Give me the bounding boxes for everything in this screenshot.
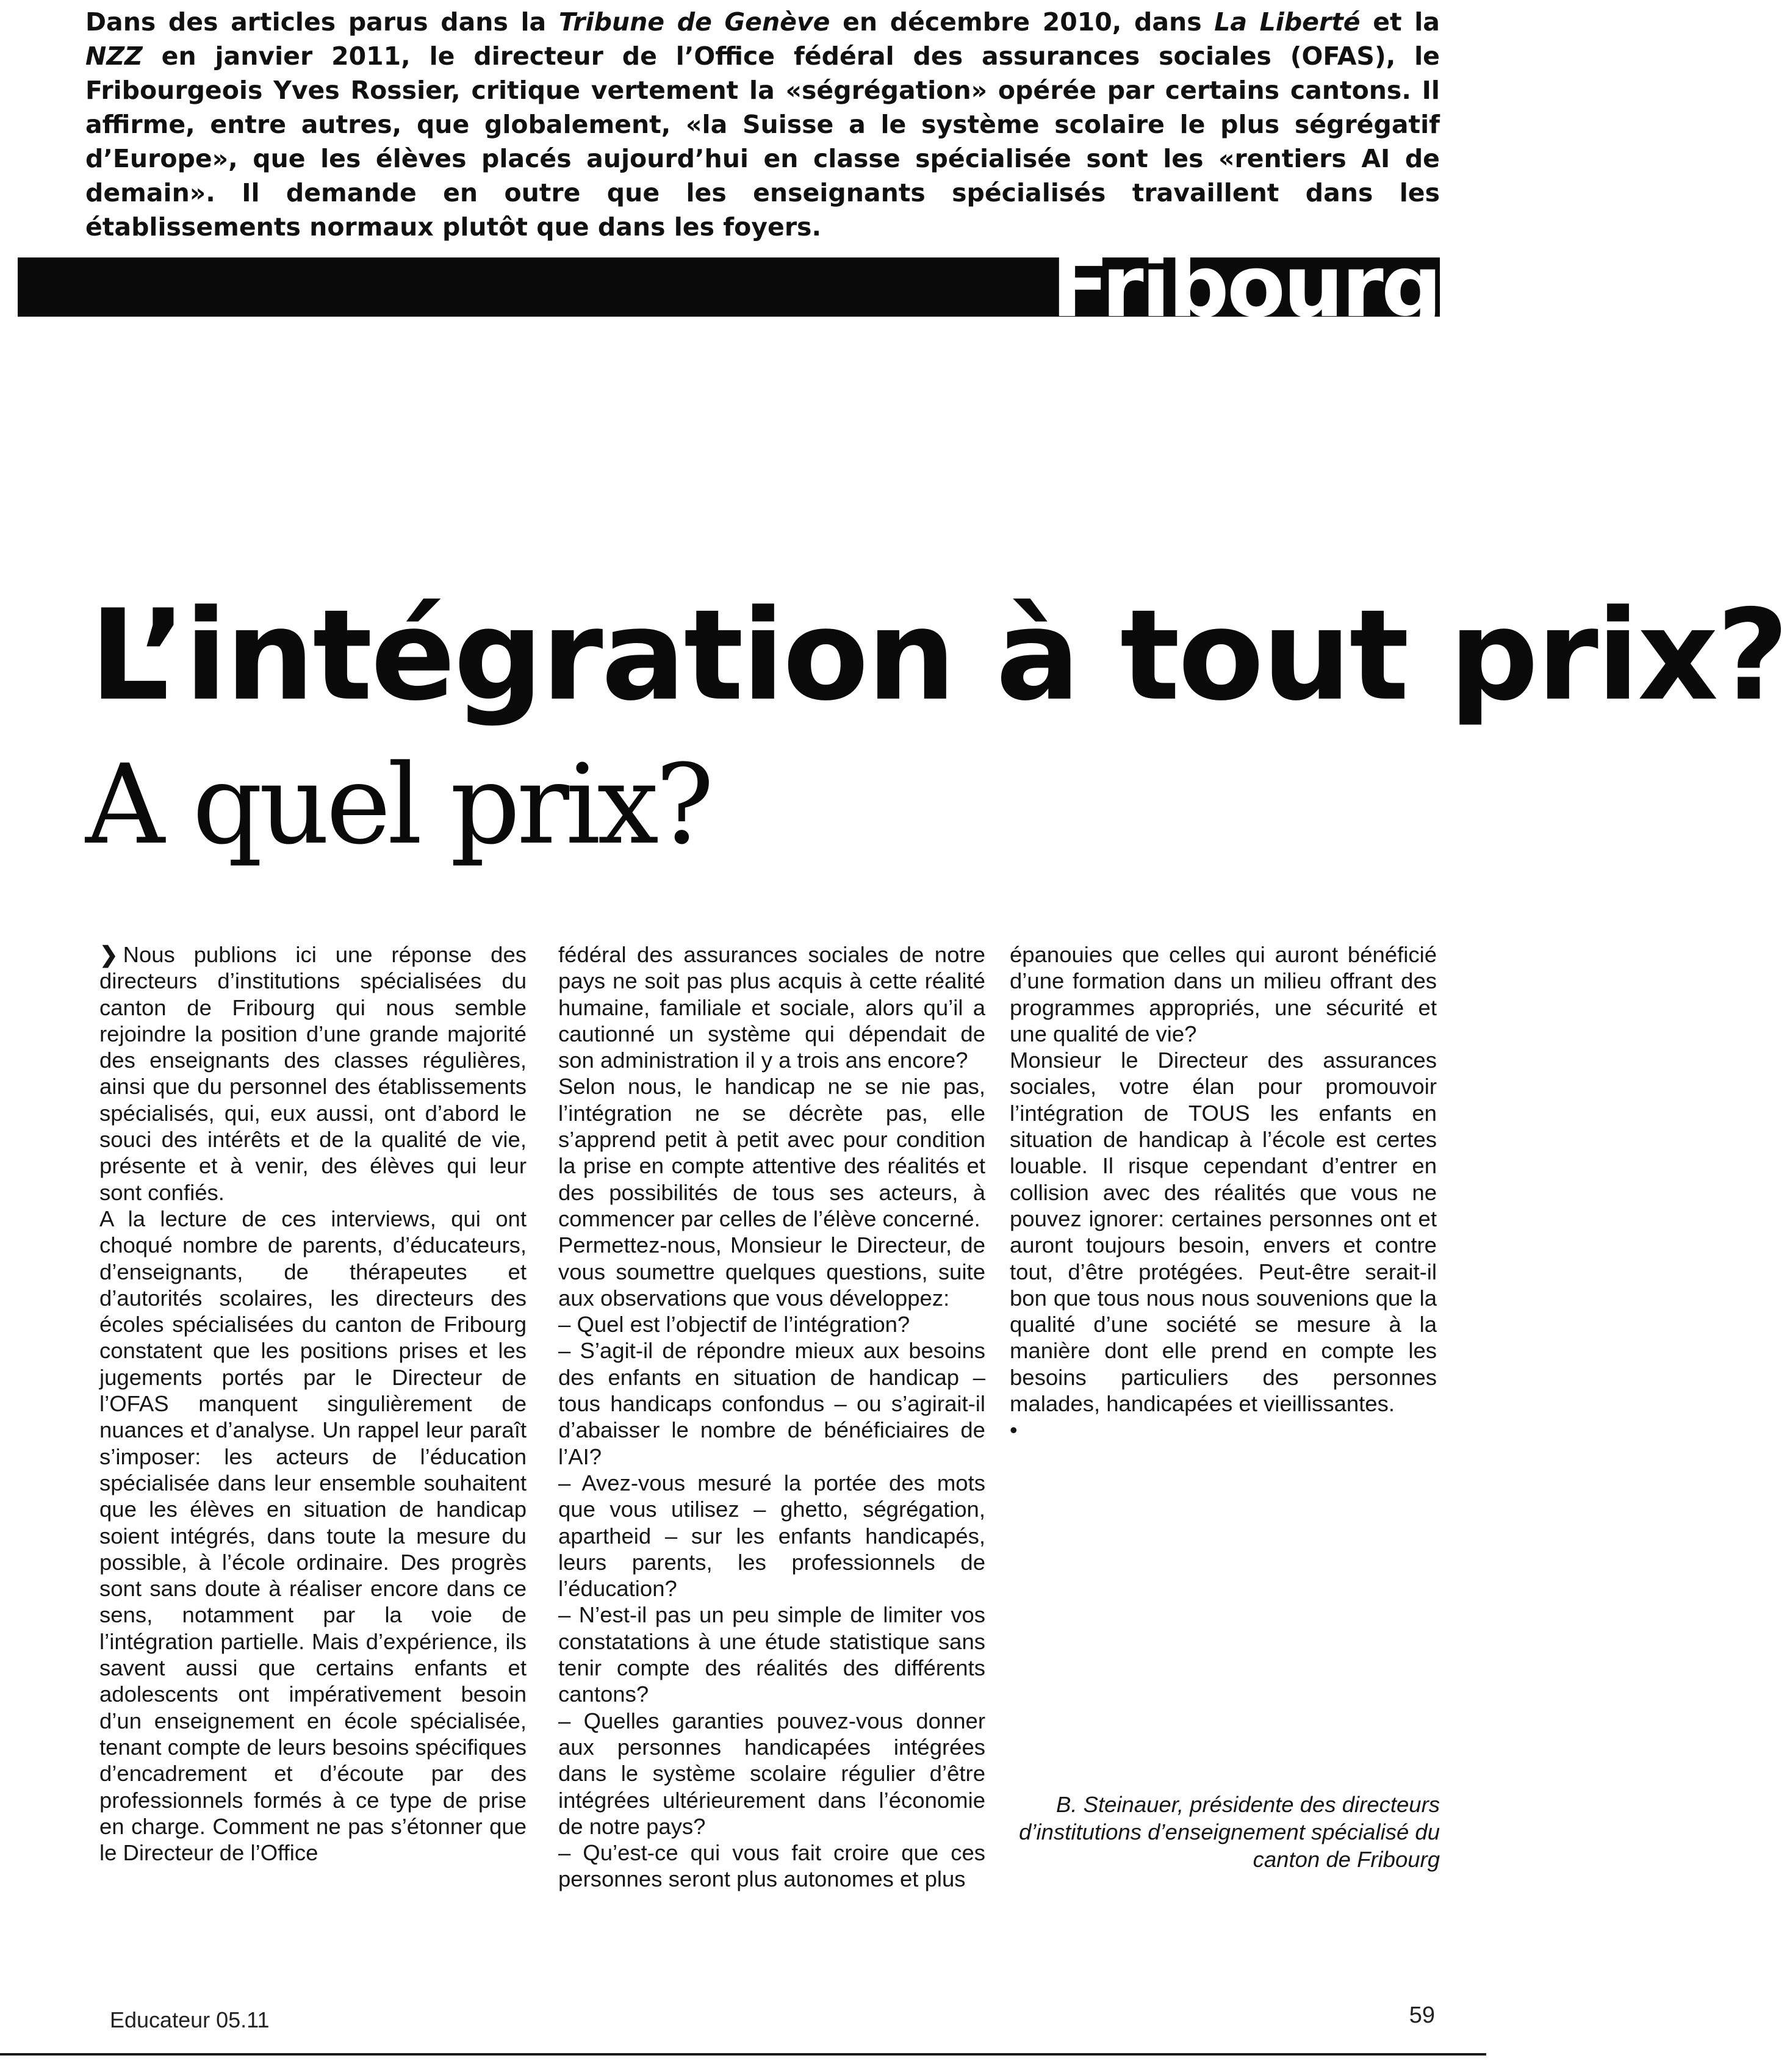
intro-text-4: en janvier 2011, le directeur de l’Office fédéral des assurances sociales (OFAS), le Fribourgeois Yves Rossier, critique vertement la «ségrégation» opérée par certains cantons. Il affirme, entre autres, que globalement, «la Suisse a le système scolaire le plus ségrégatif d’Europe», que les élèves placés aujourd’hui en classe spécialisée sont les «rentiers AI de demain». Il demande en outre que les enseignants spécialisés travaillent dans les établissements normaux plutôt que dans les foyers. xyxy=(85,41,1440,242)
intro-text-3: et la xyxy=(1360,7,1440,37)
intro-source-nzz: NZZ xyxy=(85,41,143,71)
col1-paragraph-1-text: Nous publions ici une réponse des directeurs d’institutions spécialisées du canton de Fribourg qui nous semble rejoindre la position d’une grande majorité des enseignants des classes régulières, ainsi que du personnel des établissements spécialisés, qui, eux aussi, ont d’abord le souci des intérêts et de la qualité de vie, présente et à venir, des élèves qui leur sont confiés. xyxy=(99,942,527,1205)
section-label: Fribourg xyxy=(1051,237,1440,337)
article-column-3 xyxy=(1010,941,1437,1444)
col2-question-2: – S’agit-il de répondre mieux aux besoins des enfants en situation de handicap – tous handicaps confondus – ou s’agirait-il d’abaisser le nombre de bénéficiaires de l’AI? xyxy=(558,1338,985,1469)
col2-question-1: – Quel est l’objectif de l’intégration? xyxy=(558,1312,910,1337)
lead-bullet-icon: ❯ xyxy=(99,942,118,967)
col3-paragraph-1: épanouies que celles qui auront bénéficié d’une formation dans un milieu offrant des programmes appropriés, une sécurité et une qualité de vie? xyxy=(1010,942,1437,1046)
intro-source-tdg: Tribune de Genève xyxy=(558,7,830,37)
article-column-1 xyxy=(99,941,527,1866)
col2-paragraph-2: Selon nous, le handicap ne se nie pas, l’intégration ne se décrète pas, elle s’apprend petit à petit avec pour condition la prise en compte attentive des réalités et des possibilités de tous ses acteurs, à commencer par celles de l’élève concerné. xyxy=(558,1074,985,1231)
headline-title: L’intégration à tout prix? xyxy=(90,583,1787,728)
col1-paragraph-1 xyxy=(99,941,527,1206)
col2-question-5: – Quelles garanties pouvez-vous donner aux personnes handicapées intégrées dans le système scolaire régulier d’être intégrées ultérieurement dans l’économie de notre pays? xyxy=(558,1708,985,1839)
intro-text-2: en décembre 2010, dans xyxy=(830,7,1215,37)
col2-question-3: – Avez-vous mesuré la portée des mots que vous utilisez – ghetto, ségrégation, apartheid – sur les enfants handicapés, leurs parents, les professionnels de l’éducation? xyxy=(558,1470,985,1602)
col2-paragraph-1: fédéral des assurances sociales de notre pays ne soit pas plus acquis à cette réalité humaine, familiale et sociale, alors qu’il a cautionné un système qui dépendait de son administration il y a trois ans encore? xyxy=(558,942,985,1073)
col2-question-4: – N’est-il pas un peu simple de limiter vos constatations à une étude statistique sans tenir compte des réalités des différents cantons? xyxy=(558,1602,985,1707)
end-mark-icon: • xyxy=(1010,1417,1018,1443)
intro-text-1: Dans des articles parus dans la xyxy=(85,7,559,37)
intro-source-liberte: La Liberté xyxy=(1214,7,1361,37)
headline-subtitle: A quel prix? xyxy=(85,741,711,869)
page-number: 59 xyxy=(1409,2002,1435,2028)
section-band-clip xyxy=(18,237,1440,337)
col3-paragraph-2: Monsieur le Directeur des assurances sociales, votre élan pour promouvoir l’intégration de TOUS les enfants en situation de handicap à l’école est certes louable. Il risque cependant d’entrer en collision avec des réalités que vous ne pouvez ignorer: certaines personnes ont et auront toujours besoin, envers et contre tout, d’être protégées. Peut-être serait-il bon que tous nous nous souvenions que la qualité d’une société se mesure à la manière dont elle prend en compte les besoins particuliers des personnes malades, handicapées et vieillissantes. xyxy=(1010,1048,1437,1417)
col2-question-6: – Qu’est-ce qui vous fait croire que ces personnes seront plus autonomes et plus xyxy=(558,1840,985,1892)
intro-paragraph xyxy=(85,5,1440,244)
footer-publication: Educateur 05.11 xyxy=(110,2007,270,2032)
signature: B. Steinauer, présidente des directeurs d’institutions d’enseignement spécialisé du canton de Fribourg xyxy=(1019,1792,1440,1872)
article-column-2 xyxy=(558,941,985,1893)
bottom-rule xyxy=(0,2053,1486,2056)
col2-paragraph-3: Permettez-nous, Monsieur le Directeur, de vous soumettre quelques questions, suite aux observations que vous développez: xyxy=(558,1232,985,1311)
section-band xyxy=(18,237,1440,337)
col1-paragraph-2: A la lecture de ces interviews, qui ont choqué nombre de parents, d’éducateurs, d’enseignants, de thérapeutes et d’autorités scolaires, les directeurs des écoles spécialisées du canton de Fribourg constatent que les positions prises et les jugements portés par le Directeur de l’OFAS manquent singulièrement de nuances et d’analyse. Un rappel leur paraît s’imposer: les acteurs de l’éducation spécialisée dans leur ensemble souhaitent que les élèves en situation de handicap soient intégrés, dans toute la mesure du possible, à l’école ordinaire. Des progrès sont sans doute à réaliser encore dans ce sens, notamment par la voie de l’intégration partielle. Mais d’expérience, ils savent aussi que certains enfants et adolescents ont impérativement besoin d’un enseignement en école spécialisée, tenant compte de leurs besoins spécifiques d’encadrement et d’écoute par des professionnels formés à ce type de prise en charge. Comment ne pas s’étonner que le Directeur de l’Office xyxy=(99,1206,527,1866)
